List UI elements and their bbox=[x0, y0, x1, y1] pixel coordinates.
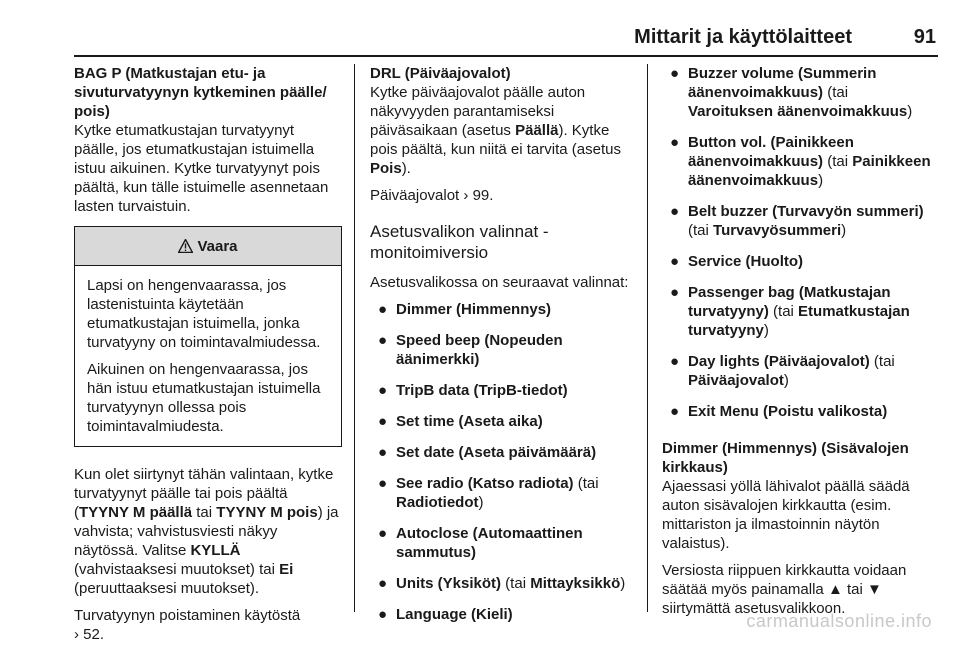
paragraph: Turvatyynyn poistaminen käytöstä › 52. bbox=[74, 607, 301, 643]
list-item: ● Day lights (Päiväajovalot) (tai Päiväajovalot) bbox=[670, 353, 895, 389]
page-reference-icon: › bbox=[74, 626, 79, 643]
paragraph: Ajaessasi yöllä lähivalot päällä säädä auton sisävalojen kirkkautta (esim. mittariston ja ilmastoinnin näytön valaistus). bbox=[662, 478, 910, 552]
section-heading: DRL (Päiväajovalot) bbox=[370, 65, 511, 82]
column-middle bbox=[370, 64, 632, 636]
list-item: ● Language (Kieli) bbox=[378, 606, 513, 623]
section-heading: Dimmer (Himmennys) (Sisävalojen kirkkaus) bbox=[662, 440, 909, 476]
column-left bbox=[74, 64, 342, 652]
list-item: ● TripB data (TripB-tiedot) bbox=[378, 382, 568, 399]
list-item: ● Buzzer volume (Summerin äänenvoimakkuus) (tai Varoituksen äänenvoimakkuus) bbox=[670, 65, 913, 120]
section-heading: BAG P (Matkustajan etu- ja sivuturvatyynyn kytkeminen päälle/ pois) bbox=[74, 65, 327, 120]
paragraph: Kytke päiväajovalot päälle auton näkyvyyden parantamiseksi päiväsaikaan (asetus Päällä). Kytke pois päältä, kun niitä ei tarvita (asetus Pois). bbox=[370, 84, 621, 177]
list-item: ● Passenger bag (Matkustajan turvatyyny) (tai Etumatkustajan turvatyyny) bbox=[670, 284, 910, 339]
list-item: ● Exit Menu (Poistu valikosta) bbox=[670, 403, 888, 420]
warning-header bbox=[75, 227, 341, 266]
menu-options-list bbox=[662, 64, 934, 421]
page-reference-icon: › bbox=[463, 187, 469, 204]
page-number: 91 bbox=[913, 26, 936, 48]
list-item: ● Belt buzzer (Turvavyön summeri) (tai Turvavyösummeri) bbox=[670, 203, 924, 239]
page-reference[interactable]: 99. bbox=[472, 187, 494, 204]
column-divider bbox=[354, 64, 355, 612]
warning-title: Vaara bbox=[197, 237, 238, 255]
paragraph: Kytke etumatkustajan turvatyynyt päälle, jos etumatkustajan istuimella istuu aikuinen. Kytke turvatyynyt pois päältä, kun tälle istuimelle asennetaan lasten turvaistuin. bbox=[74, 122, 329, 215]
page-header-title: Mittarit ja käyttölaitteet bbox=[634, 26, 852, 48]
list-item: ● See radio (Katso radiota) (tai Radiotiedot) bbox=[378, 475, 599, 511]
list-item: ● Set date (Aseta päivämäärä) bbox=[378, 444, 597, 461]
warning-text: Lapsi on hengenvaarassa, jos lastenistuinta käytetään etumatkustajan istuimella, jonka turvatyyny on toimintavalmiudessa. bbox=[87, 277, 321, 351]
section-title: Asetusvalikon valinnat - monitoimiversio bbox=[370, 222, 549, 262]
page-reference[interactable]: 52. bbox=[83, 626, 105, 643]
list-item: ● Autoclose (Automaattinen sammutus) bbox=[378, 525, 583, 561]
arrow-down-icon: ▼ bbox=[866, 581, 882, 598]
menu-options-list bbox=[370, 300, 632, 624]
paragraph: Versiosta riippuen kirkkautta voidaan säätää myös painamalla ▲ tai ▼ siirtymättä asetusvalikkoon. bbox=[662, 562, 907, 617]
warning-triangle-icon bbox=[178, 239, 193, 253]
list-item: ● Service (Huolto) bbox=[670, 253, 804, 270]
column-divider bbox=[647, 64, 648, 612]
arrow-up-icon: ▲ bbox=[827, 581, 843, 598]
header-rule bbox=[74, 55, 938, 57]
list-item: ● Speed beep (Nopeuden äänimerkki) bbox=[378, 332, 563, 368]
warning-box bbox=[74, 226, 342, 447]
paragraph: Kun olet siirtynyt tähän valintaan, kytke turvatyynyt päälle tai pois päältä (TYYNY M päällä tai TYYNY M pois) ja vahvista; vahvistusviesti näkyy näytössä. Valitse KYLLÄ (vahvistaaksesi muutokset) tai Ei (peruuttaaksesi muutokset). bbox=[74, 466, 339, 597]
paragraph: Asetusvalikossa on seuraavat valinnat: bbox=[370, 274, 629, 291]
list-item: ● Dimmer (Himmennys) bbox=[378, 301, 552, 318]
column-right bbox=[662, 64, 934, 626]
watermark: carmanualsonline.info bbox=[746, 611, 932, 631]
list-item: ● Set time (Aseta aika) bbox=[378, 413, 543, 430]
paragraph: Päiväajovalot › 99. bbox=[370, 187, 494, 204]
list-item: ● Units (Yksiköt) (tai Mittayksikkö) bbox=[378, 575, 626, 592]
list-item: ● Button vol. (Painikkeen äänenvoimakkuus) (tai Painikkeen äänenvoimakkuus) bbox=[670, 134, 931, 189]
warning-text: Aikuinen on hengenvaarassa, jos hän istuu etumatkustajan istuimella turvatyynyn ollessa pois toimintavalmiudesta. bbox=[87, 361, 321, 435]
